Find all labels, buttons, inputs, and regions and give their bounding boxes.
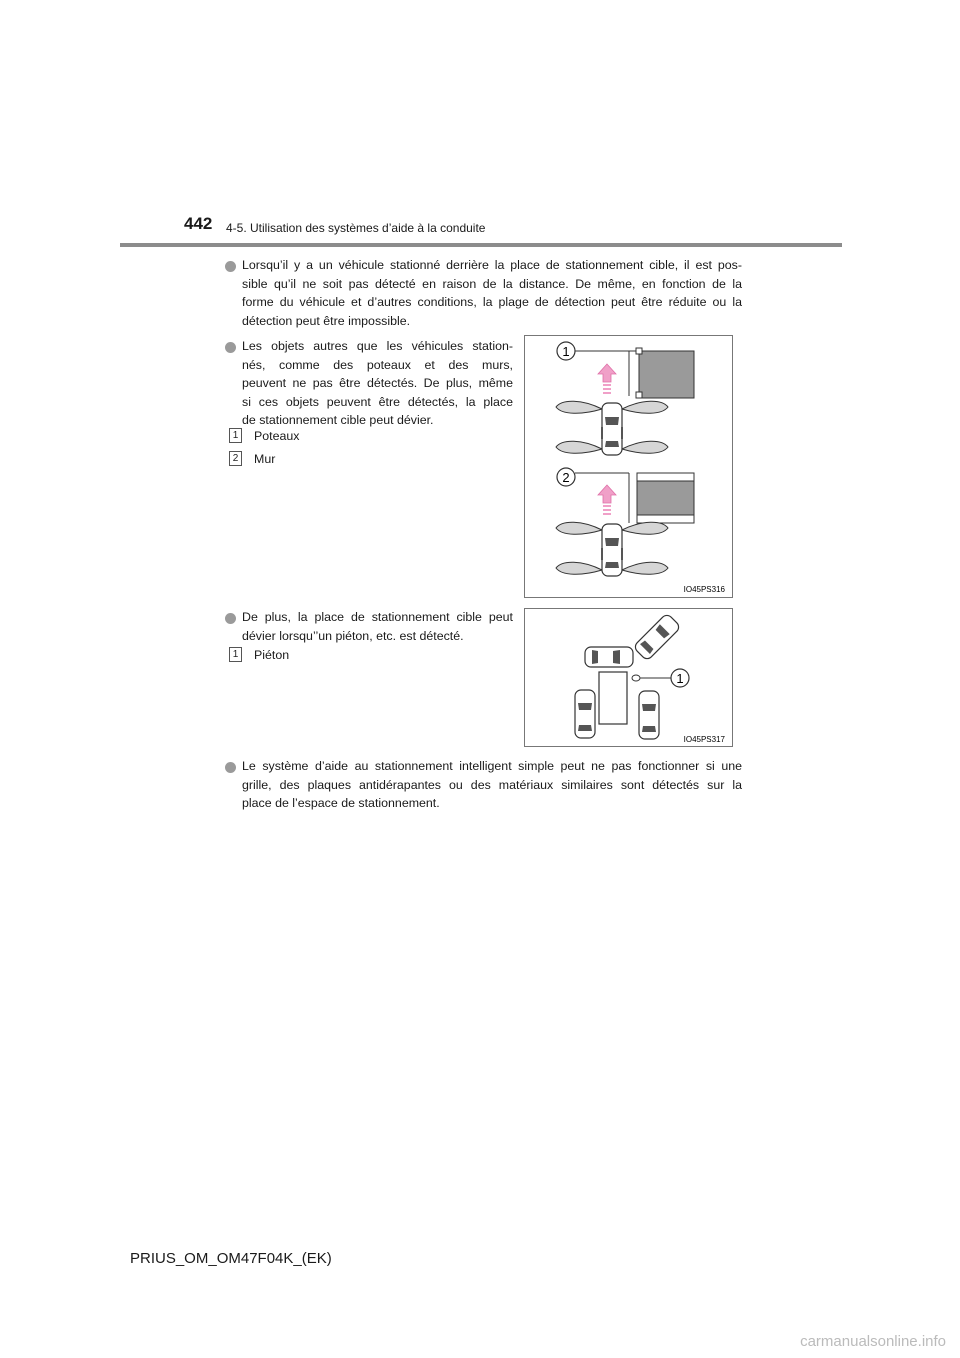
paragraph-1 — [242, 256, 742, 330]
header-rule — [120, 243, 842, 247]
text-line: nés, comme des poteaux et des murs, — [242, 357, 513, 372]
doc-code: PRIUS_OM_OM47F04K_(EK) — [130, 1250, 332, 1267]
figure-pedestrian — [524, 608, 733, 747]
bullet-icon — [225, 762, 236, 773]
text-line: détection peut être impossible. — [242, 313, 411, 328]
section-title: 4-5. Utilisation des systèmes d’aide à la conduite — [226, 221, 486, 235]
text-line: Lorsqu’il y a un véhicule stationné derrière la place de stationnement cible, il est pos- — [242, 258, 742, 272]
figure-callout: 1 — [562, 344, 570, 359]
figure-callout: 2 — [562, 470, 570, 485]
legend-item-poles — [229, 428, 299, 443]
text-line: si ces objets peuvent être détectés, la place — [242, 394, 513, 409]
text-line: Les objets autres que les véhicules station- — [242, 339, 513, 353]
bullet-icon — [225, 261, 236, 272]
text-line: place de l’espace de stationnement. — [242, 796, 440, 811]
legend-label: Mur — [254, 451, 276, 466]
legend-item-pedestrian — [229, 647, 289, 662]
text-line: grille, des plaques antidérapantes ou des matériaux similaires sont détectés sur la — [242, 777, 742, 792]
text-line: dévier lorsqu’’un piéton, etc. est détecté. — [242, 628, 464, 643]
figure-poles-wall — [524, 335, 733, 598]
text-line: forme du véhicule et d’autres conditions, la plage de détection peut être réduite ou la — [242, 295, 742, 310]
legend-label: Poteaux — [254, 428, 300, 443]
legend-number: 2 — [229, 451, 242, 466]
legend-number: 1 — [229, 428, 242, 443]
figure-code: IO45PS317 — [683, 735, 725, 744]
text-line: de stationnement cible peut dévier. — [242, 413, 434, 428]
text-line: Le système d’aide au stationnement intelligent simple peut ne pas fonctionner si une — [242, 759, 742, 773]
text-line: sible qu’il ne soit pas détecté en raison de la distance. De même, en fonction de la — [242, 276, 742, 291]
figure-callout: 1 — [676, 671, 684, 686]
page-number: 442 — [184, 214, 213, 233]
paragraph-3 — [242, 608, 513, 645]
legend-label: Piéton — [254, 647, 290, 662]
legend-number: 1 — [229, 647, 242, 662]
bullet-icon — [225, 342, 236, 353]
text-line: peuvent ne pas être détectés. De plus, même — [242, 376, 513, 391]
paragraph-2 — [242, 337, 513, 430]
watermark: carmanualsonline.info — [800, 1333, 946, 1350]
figure-code: IO45PS316 — [683, 585, 725, 594]
paragraph-4 — [242, 757, 742, 813]
text-line: De plus, la place de stationnement cible peut — [242, 610, 513, 624]
bullet-icon — [225, 613, 236, 624]
legend-item-wall — [229, 451, 275, 466]
